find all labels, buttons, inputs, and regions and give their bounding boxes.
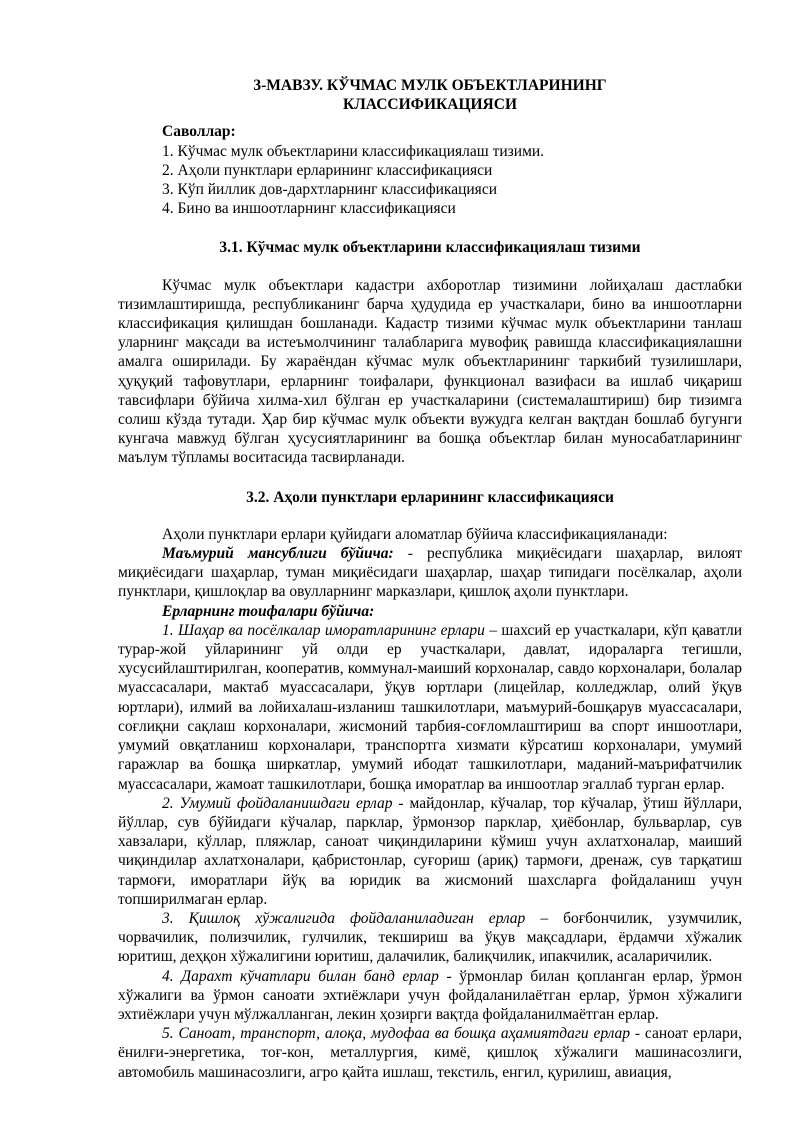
categories-label: Ерларнинг тоифалари бўйича: <box>162 602 375 620</box>
document-title <box>118 76 742 114</box>
category-item <box>118 621 742 794</box>
category-text: - майдонлар, кўчалар, тор кўчалар, ўтиш йўллари, йўллар, сув бўйидаги кўчалар, парклар, ўрмонзор парклар, ҳиёбонлар, бульварлар, сув хавзалари, кўллар, пляжлар, саноат чиқиндиларини кўмиш учун ахлатхоналар, маиший чиқиндилар ахлатхоналари, қабристонлар, суғориш (ариқ) тармоғи, дренаж, сув тарқатиш тармоғи, иморатлари йўқ ва юридик ва жисмоний шахсларга фойдаланиш учун топширилмаган ерлар. <box>118 794 742 908</box>
category-label: 1. Шаҳар ва посёлкалар иморатларининг ерлари <box>162 621 485 639</box>
section-1-heading: 3.1. Кўчмас мулк объектларини классификациялаш тизими <box>219 239 641 257</box>
category-label: 2. Умумий фойдаланишдаги ерлар <box>162 794 393 812</box>
category-text: – шахсий ер участкалари, кўп қаватли турар-жой уйларининг уй олди ер участкалари, давлат, идораларга тегишли, хусусийлаштирилган, кооператив, коммунал-маиший корхоналар, савдо корхоналари, болалар муассасалари, мактаб муассасалари, ўқув юртлари (лицейлар, колледжлар, олий ўқув юртлари), илмий ва лойихалаш-изланиш ташкилотлари, маъмурий-бошқарув муассасалари, соғлиқни сақлаш корхоналари, жисмоний тарбия-соғломлаштириш ва спорт иншоотлари, умумий овқатланиш корхоналари, транспортга хизмати кўрсатиш корхоналари, умумий гаражлар ва бошқа ширкатлар, умумий ибодат ташкилотлари, маданий-маърифатчилик муассасалари, жамоат ташкилотлари, бошқа иморатлар ва иншоотлар эгаллаб турган ерлар. <box>118 621 742 793</box>
section-2-heading: 3.2. Аҳоли пунктлари ерларининг классификацияси <box>246 488 614 506</box>
question-item: 2. Аҳоли пунктлари ерларининг классификацияси <box>162 161 493 179</box>
section-2-intro: Аҳоли пунктлари ерлари қуйидаги аломатлар бўйича классификацияланади: <box>162 525 668 543</box>
category-text: - ўрмонлар билан қопланган ерлар, ўрмон хўжалиги ва ўрмон саноати эхтиёжлари учун фойдаланилаётган ерлар, ўрмон хўжалиги эхтиёжлари учун мўлжалланган, лекин ҳозирги вақтда фойдаланилмаётган ерлар. <box>118 967 742 1023</box>
categories-heading <box>118 602 742 621</box>
title-line-1: 3-МАВЗУ. КЎЧМАС МУЛК ОБЪЕКТЛАРИНИНГ <box>253 77 607 94</box>
admin-label: Маъмурий мансублиги бўйича: <box>162 545 394 563</box>
question-item: 1. Кўчмас мулк объектларини классификациялаш тизими. <box>162 142 545 160</box>
questions-heading: Саволлар: <box>162 123 236 141</box>
question-item: 4. Бино ва иншоотларнинг классификацияси <box>162 200 456 218</box>
category-label: 3. Қишлоқ хўжалигида фойдаланиладиган ерлар <box>162 909 526 927</box>
category-label: 5. Саноат, транспорт, алоқа, мудофаа ва бошқа аҳамиятдаги ерлар <box>162 1025 631 1043</box>
category-item <box>118 794 742 909</box>
section-1-paragraph: Кўчмас мулк объектлари кадастри ахборотлар тизимини лойиҳалаш дастлабки тизимлаштиришда, республиканинг барча ҳудудида ер участкалари, бино ва иншоотларни классификация қилишдан бошланади. Кадастр тизими кўчмас мулк объектларини танлаш уларнинг мақсади ва истеъмолчининг талабларига мувофиқ равишда классификациялашни амалга оширилади. Бу жараёндан кўчмас мулк объектларининг таркибий тузилишлари, ҳуқуқий тафовутлари, ерларнинг тоифалари, функционал вазифаси ва ишлаб чиқариш тавсифлари бўйича хилма-хил бўлган ер участкаларини (системалаштириш) бир тизимга солиш кўзда тутади. Ҳар бир кўчмас мулк объекти вужудга келган вақтдан бошлаб бугунги кунгача мавжуд бўлган ҳусусиятларининг ва бошқа объектлар билан муносабатларининг маълум тўпламы воситасида тасвирланади. <box>118 276 742 467</box>
title-line-2: КЛАССИФИКАЦИЯСИ <box>342 96 517 114</box>
category-label: 4. Дарахт кўчатлари билан банд ерлар <box>162 967 439 985</box>
admin-paragraph <box>118 544 742 602</box>
category-text: – боғбончилик, узумчилик, чорвачилик, полизчилик, гулчилик, текшириш ва ўқув мақсадлари, ёрдамчи хўжалик юритиш, деҳқон хўжалигини юритиш, далачилик, балиқчилик, ипакчилик, асаларичилик. <box>118 909 742 966</box>
questions-list <box>162 122 742 218</box>
question-item: 3. Кўп йиллик дов-дархтларнинг классификацияси <box>162 181 497 199</box>
category-text: - саноат ерлари, ёнилғи-энергетика, тоғ-кон, металлургия, кимё, қишлоқ хўжалиги машинасозлиги, автомобиль машинасозлиги, агро қайта ишлаш, текстиль, енгил, қурилиш, авиация, <box>118 1025 742 1081</box>
category-item <box>118 909 742 967</box>
category-item <box>118 967 742 1025</box>
category-item <box>118 1024 742 1082</box>
admin-text: - республика миқиёсидаги шаҳарлар, вилоят миқиёсидаги шаҳарлар, туман миқиёсидаги шаҳарлар, шаҳар типидаги посёлкалар, аҳоли пунктлари, қишлоқлар ва овулларнинг марказлари, қишлоқ аҳоли пунктлари. <box>118 545 742 601</box>
